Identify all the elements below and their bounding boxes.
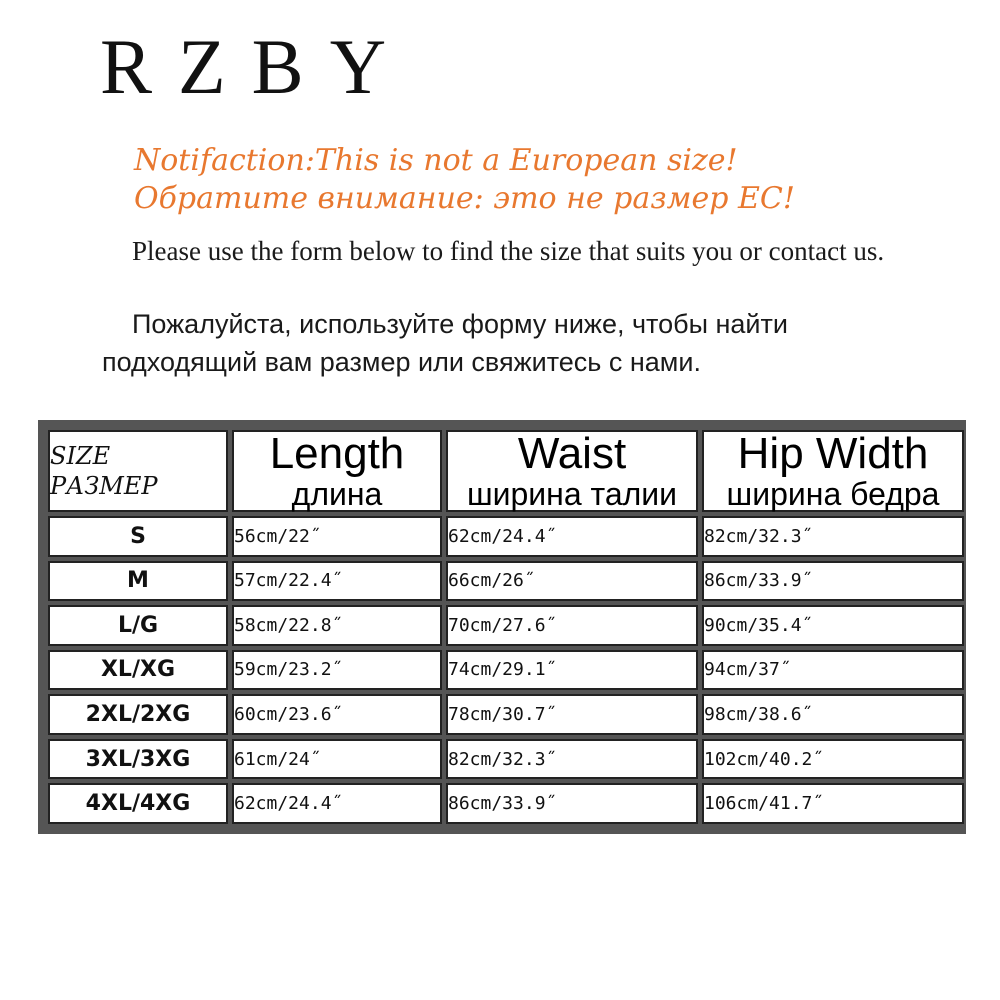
header-hip-en: Hip Width [737,429,929,478]
length-cell: 59cm/23.2˝ [232,650,442,691]
header-hip-ru: ширина бедра [726,476,940,512]
length-cell: 58cm/22.8˝ [232,605,442,646]
header-length [232,430,442,512]
header-waist-ru: ширина талии [466,476,678,512]
size-cell: S [48,516,228,557]
size-cell: L/G [48,605,228,646]
size-cell: 2XL/2XG [48,694,228,735]
table-row [48,605,964,646]
length-cell: 60cm/23.6˝ [232,694,442,735]
header-size-en: SIZE [50,442,111,470]
intro-english: Please use the form below to find the size that suits you or contact us. [132,236,885,266]
hip-cell: 102cm/40.2˝ [702,739,964,780]
waist-cell: 86cm/33.9˝ [446,783,698,824]
table-header-row [48,430,964,512]
header-size-ru: РАЗМЕР [50,472,158,500]
size-notice [134,142,795,218]
size-chart [38,420,966,834]
size-cell: M [48,561,228,602]
waist-cell: 66cm/26˝ [446,561,698,602]
waist-cell: 74cm/29.1˝ [446,650,698,691]
header-waist [446,430,698,512]
notice-english: Notifaction:This is not a European size! [134,143,738,178]
header-length-en: Length [269,429,405,478]
length-cell: 57cm/22.4˝ [232,561,442,602]
waist-cell: 70cm/27.6˝ [446,605,698,646]
brand-logo: RZBY [100,23,413,110]
size-cell: XL/XG [48,650,228,691]
waist-cell: 78cm/30.7˝ [446,694,698,735]
header-hip [702,430,964,512]
hip-cell: 98cm/38.6˝ [702,694,964,735]
hip-cell: 86cm/33.9˝ [702,561,964,602]
length-cell: 62cm/24.4˝ [232,783,442,824]
size-cell: 4XL/4XG [48,783,228,824]
header-waist-en: Waist [517,429,627,478]
intro-russian: Пожалуйста, используйте форму ниже, чтобы найти подходящий вам размер или свяжитесь с нами. [102,309,788,377]
hip-cell: 82cm/32.3˝ [702,516,964,557]
length-cell: 56cm/22˝ [232,516,442,557]
table-row [48,561,964,602]
notice-russian: Обратите внимание: это не размер ЕС! [134,181,795,216]
table-row [48,516,964,557]
length-cell: 61cm/24˝ [232,739,442,780]
size-table [44,426,968,828]
table-row [48,650,964,691]
waist-cell: 62cm/24.4˝ [446,516,698,557]
hip-cell: 106cm/41.7˝ [702,783,964,824]
header-size [48,430,228,512]
table-row [48,739,964,780]
header-length-ru: длина [291,476,383,512]
hip-cell: 90cm/35.4˝ [702,605,964,646]
hip-cell: 94cm/37˝ [702,650,964,691]
size-cell: 3XL/3XG [48,739,228,780]
table-row [48,694,964,735]
table-row [48,783,964,824]
waist-cell: 82cm/32.3˝ [446,739,698,780]
